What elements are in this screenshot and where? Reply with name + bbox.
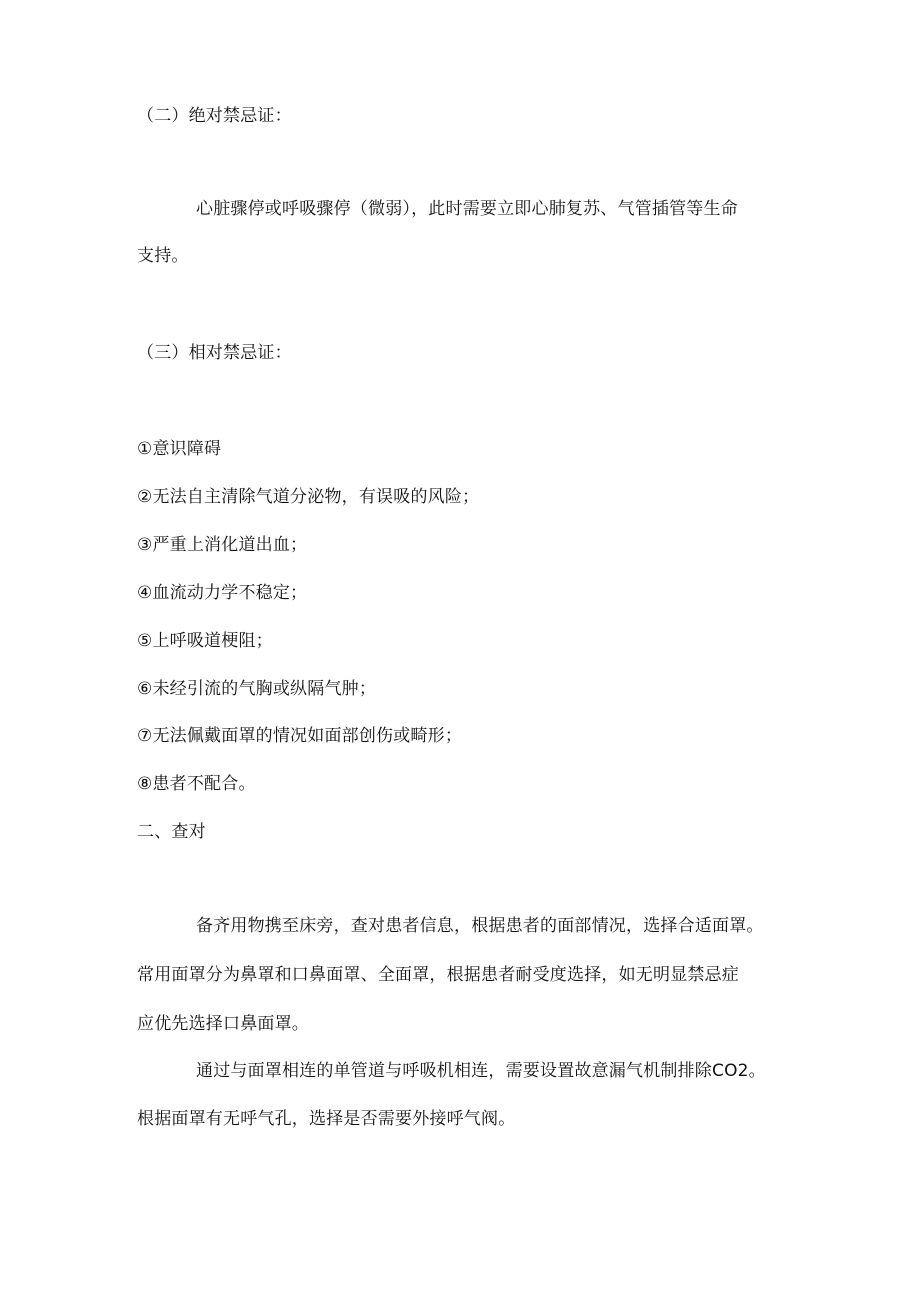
section-heading-check: 二、查对 [137,822,206,842]
relative-item-7: ⑦无法佩戴面罩的情况如面部创伤或畸形； [137,726,463,746]
relative-item-5: ⑤上呼吸道梗阻； [137,631,273,651]
relative-item-4: ④血流动力学不稳定； [137,583,308,603]
para1-line-2: 常用面罩分为鼻罩和口鼻面罩、全面罩，根据患者耐受度选择，如无明显禁忌症 [137,965,739,985]
relative-item-8: ⑧患者不配合。 [137,774,256,794]
para2-line-2: 根据面罩有无呼气孔，选择是否需要外接呼气阀。 [137,1109,516,1129]
para2-line-1: 通过与面罩相连的单管道与呼吸机相连，需要设置故意漏气机制排除CO2。 [196,1061,766,1081]
relative-item-6: ⑥未经引流的气胸或纵隔气肿； [137,679,377,699]
absolute-text-line-1: 心脏骤停或呼吸骤停（微弱），此时需要立即心肺复苏、气管插管等生命 [196,199,738,219]
heading-absolute-contraindications: （二）绝对禁忌证： [137,106,292,126]
absolute-text-line-2: 支持。 [137,246,189,266]
heading-relative-contraindications: （三）相对禁忌证： [137,343,292,363]
relative-item-2: ②无法自主清除气道分泌物，有误吸的风险； [137,487,480,507]
para1-line-1: 备齐用物携至床旁，查对患者信息，根据患者的面部情况，选择合适面罩。 [196,916,764,936]
relative-item-1: ①意识障碍 [137,439,222,459]
relative-item-3: ③严重上消化道出血； [137,535,308,555]
para1-line-3: 应优先选择口鼻面罩。 [137,1014,309,1034]
